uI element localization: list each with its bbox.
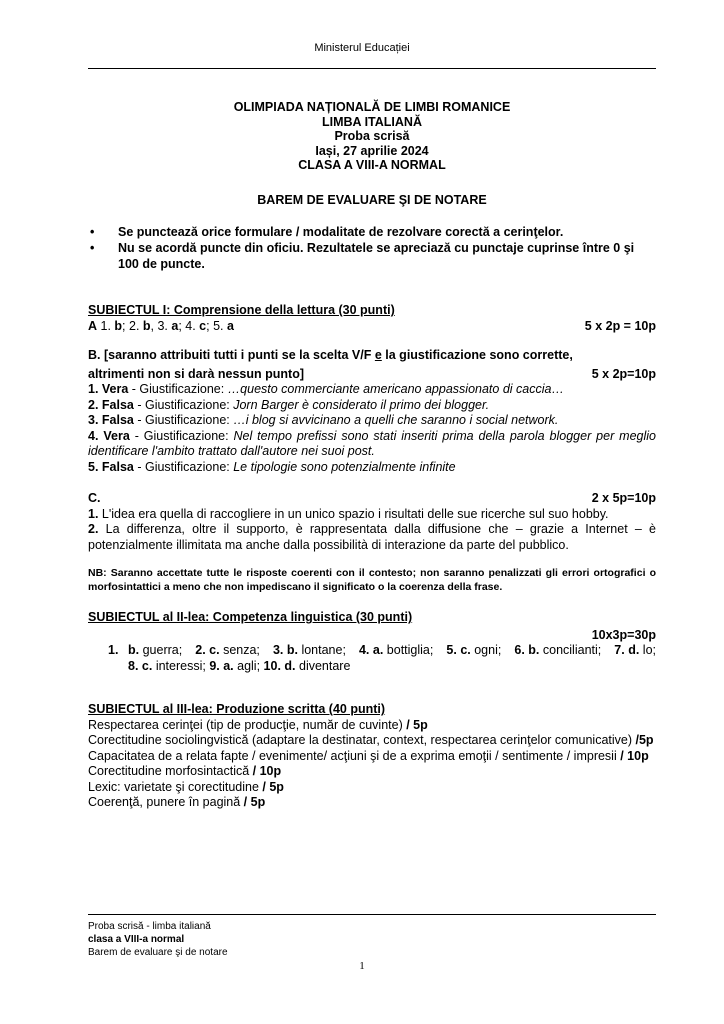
bullet-icon: •: [90, 241, 95, 255]
bullet-icon: •: [90, 225, 95, 239]
list-item: 5. Falsa - Giustificazione: Le tipologie sono potenzialmente infinite: [88, 459, 456, 474]
list-item: 3. Falsa - Giustificazione: …i blog si avvicinano a quelli che saranno i social network.: [88, 413, 559, 427]
section-3: [88, 702, 656, 811]
part-c-score: 2 x 5p=10p: [591, 491, 656, 505]
part-b-instructions: B. [saranno attribuiti tutti i punti se la scelta V/F e la giustificazione sono corrette,: [88, 348, 573, 362]
part-c: [88, 491, 656, 553]
footer-line-3: Barem de evaluare şi de notare: [88, 947, 228, 958]
title-line-1: OLIMPIADA NAȚIONALĂ DE LIMBI ROMANICE: [233, 100, 511, 114]
list-item: 3. b. lontane;: [272, 643, 346, 657]
list-item: 10. d. diventare: [263, 658, 351, 673]
list-item: Respectarea cerinţei (tip de producţie, număr de cuvinte) / 5p: [88, 717, 428, 732]
section-2-answers: 1. b. guerra; 2. c. senza; 3. b. lontane; 4. a. bottiglia; 5. c. ogni; 6. b. concilianti; 7. d. lo; 8. c. interessi; 9. a. agli; 10. d. diventare: [108, 643, 656, 673]
list-item: Corectitudine sociolingvistică (adaptare la destinatar, context, respectarea cerinţelor comunicative) /5p: [88, 733, 654, 747]
document-subtitle: BAREM DE EVALUARE ŞI DE NOTARE: [257, 193, 487, 207]
page-header: Ministerul Educației: [314, 42, 410, 54]
footer-line-2: clasa a VIII-a normal: [88, 934, 185, 945]
list-item: 2. La differenza, oltre il supporto, è rappresentata dalla diffusione che – grazie a Internet – è potenzialmente illimitata ma anche dalla possibilità di interazione da parte del pubblico.: [88, 522, 656, 552]
part-a-answers: A 1. b; 2. b, 3. a; 4. c; 5. a 5 x 2p = 10p: [88, 318, 656, 333]
section-1: [88, 303, 656, 334]
part-c-header: C. 2 x 5p=10p: [88, 491, 656, 505]
answers-line-2: [128, 659, 656, 675]
list-item: 4. a. bottiglia;: [358, 643, 434, 657]
document-title: [88, 100, 656, 173]
title-line-3: Proba scrisă: [334, 129, 410, 143]
page-footer: [88, 920, 228, 959]
part-b-instructions-line2: altrimenti non si darà nessun punto] 5 x 2p=10p: [88, 366, 656, 381]
list-item: b. guerra;: [128, 643, 183, 657]
list-item: 6. b. concilianti;: [514, 643, 602, 657]
list-item: • Se punctează orice formulare / modalitate de rezolvare corectă a cerinţelor.: [90, 225, 564, 239]
list-item: 1. L'idea era quella di raccogliere in un unico spazio i risultati delle sue ricerche sul suo hobby.: [88, 506, 609, 521]
title-line-4: Iași, 27 aprilie 2024: [315, 143, 429, 158]
title-line-2: LIMBA ITALIANĂ: [322, 114, 422, 129]
footer-divider: [88, 914, 656, 915]
section-2-heading: SUBIECTUL al II-lea: Competenza linguistica (30 punti): [88, 610, 413, 624]
list-item: 5. c. ogni;: [446, 643, 502, 657]
list-item: Corectitudine morfosintactică / 10p: [88, 764, 282, 778]
list-item: 7. d. lo;: [614, 643, 656, 657]
part-a-score: 5 x 2p = 10p: [584, 318, 656, 333]
list-item: 4. Vera - Giustificazione: Nel tempo prefissi sono stati inseriti prima della parola blogger per meglio identificare l'ambito trattato dall'autore nei suoi post.: [88, 428, 656, 458]
list-item: 2. Falsa - Giustificazione: Jorn Barger è considerato il primo dei blogger.: [88, 397, 490, 412]
list-item: • Nu se acordă puncte din oficiu. Rezultatele se apreciază cu punctaje cuprinse între 0 şi 100 de puncte.: [90, 241, 635, 271]
list-item: 1. Vera - Giustificazione: …questo commerciante americano appassionato di caccia…: [88, 382, 564, 396]
title-line-5: CLASA A VIII-A NORMAL: [298, 158, 446, 172]
part-b: [88, 348, 656, 475]
list-item: Lexic: varietate şi corectitudine / 5p: [88, 779, 284, 794]
list-item: 9. a. agli;: [209, 658, 264, 673]
list-item: 8. c. interessi;: [128, 658, 210, 673]
list-item: 2. c. senza;: [195, 643, 260, 657]
footer-line-1: Proba scrisă - limba italiană: [88, 921, 211, 932]
header-divider: [88, 68, 656, 69]
answers-line-1: [128, 643, 656, 659]
section-1-heading: SUBIECTUL I: Comprensione della lettura (30 punti): [88, 303, 395, 317]
list-item: Capacitatea de a relata fapte / evenimente/ acţiuni şi de a exprima emoţii / sentimente / impresii / 10p: [88, 748, 649, 763]
page-number: 1: [359, 960, 365, 972]
section-3-heading: SUBIECTUL al III-lea: Produzione scritta (40 punti): [88, 702, 386, 716]
part-b-score: 5 x 2p=10p: [591, 366, 656, 381]
section-2: [88, 610, 656, 674]
section-2-score: 10x3p=30p: [591, 627, 656, 642]
general-rules-list: [88, 224, 656, 272]
list-item: Coerenţă, punere în pagină / 5p: [88, 795, 266, 809]
nb-note: NB: Saranno accettate tutte le risposte coerenti con il contesto; non saranno penalizzati gli errori ortografici o morfosintattici a meno che non impediscano il significato o la coerenza della frase.: [88, 567, 656, 593]
